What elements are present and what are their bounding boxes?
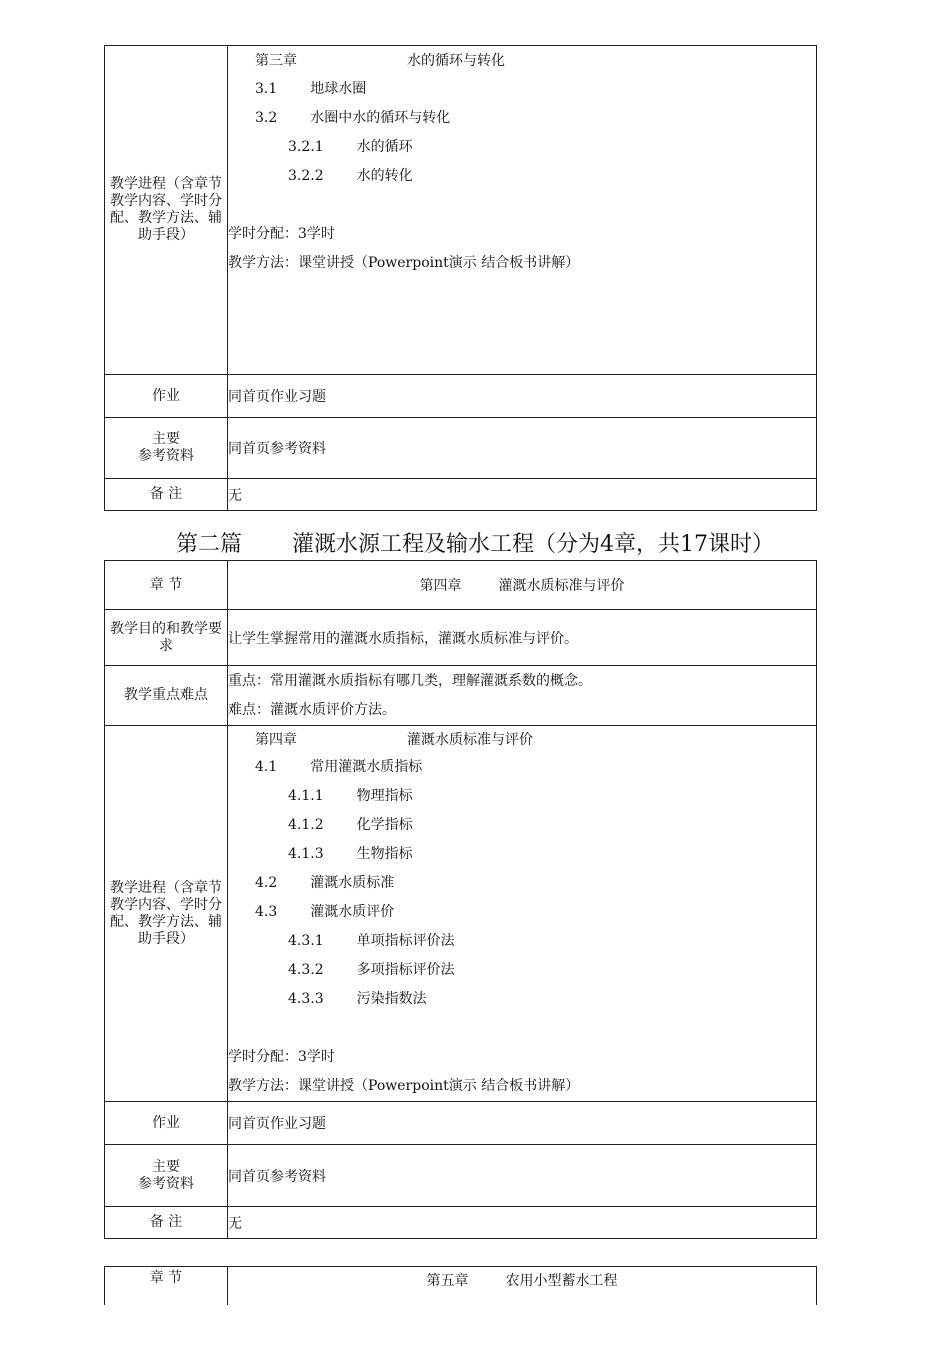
subsection-item [228, 133, 816, 162]
section-text: 地球水圈 [310, 81, 367, 97]
section-item [228, 75, 816, 104]
reference-label-line2: 参考资料 [138, 1175, 194, 1192]
progress-label-cell [105, 726, 228, 1102]
difficulty: 难点：灌溉水质评价方法。 [228, 701, 396, 718]
chapter-number: 第四章 [255, 732, 297, 748]
subsection-item [228, 782, 816, 811]
homework-label: 作业 [105, 1102, 228, 1145]
section-text: 水圈中水的循环与转化 [310, 110, 451, 126]
hours-allocation: 学时分配：3学时 [228, 226, 335, 242]
section-item [228, 869, 816, 898]
note-value: 无 [228, 479, 817, 511]
chapter-number: 第三章 [255, 53, 297, 69]
subsection-item [228, 956, 816, 985]
note-label: 备 注 [105, 1207, 228, 1239]
subsection-text: 多项指标评价法 [356, 962, 455, 978]
chapter-value-title: 灌溉水质标准与评价 [498, 578, 625, 594]
subsection-item [228, 927, 816, 956]
subsection-number: 4.3.2 [288, 962, 324, 978]
subsection-text: 生物指标 [356, 846, 413, 862]
section-item [228, 104, 816, 133]
section-number: 4.3 [255, 904, 278, 920]
progress-content-cell [228, 46, 817, 375]
note-label: 备 注 [105, 479, 228, 511]
chapter-value-number: 第五章 [426, 1273, 469, 1289]
lesson-table-chapter-5-wrapper [0, 1266, 951, 1305]
reference-label-line1: 主要 [152, 431, 180, 447]
subsection-number: 3.2.1 [288, 139, 324, 155]
section-item [228, 753, 816, 782]
section-number: 4.1 [255, 759, 278, 775]
chapter-label: 章 节 [105, 561, 228, 610]
subsection-text: 水的循环 [356, 139, 413, 155]
subsection-item [228, 811, 816, 840]
teaching-method: 教学方法：课堂讲授（Powerpoint演示 结合板书讲解） [228, 255, 580, 271]
homework-value: 同首页作业习题 [228, 375, 817, 418]
section-number: 3.2 [255, 110, 278, 126]
subsection-text: 水的转化 [356, 168, 413, 184]
section-number: 3.1 [255, 81, 278, 97]
homework-label: 作业 [105, 375, 228, 418]
subsection-number: 4.1.1 [288, 788, 324, 804]
section-part: 第二篇 [176, 532, 243, 557]
section-text: 灌溉水质评价 [310, 904, 395, 920]
chapter-value-number: 第四章 [419, 578, 462, 594]
subsection-text: 污染指数法 [356, 991, 427, 1007]
progress-label: 教学进程（含章节教学内容、学时分配、教学方法、辅助手段） [110, 879, 222, 947]
chapter-value-title: 农用小型蓄水工程 [505, 1273, 618, 1289]
lesson-table-chapter-3 [104, 45, 817, 511]
subsection-number: 4.1.2 [288, 817, 324, 833]
key-content-cell [228, 666, 817, 726]
chapter-heading [228, 726, 816, 753]
chapter-value [228, 561, 817, 610]
section-text: 灌溉水质标准 [310, 875, 395, 891]
reference-label [105, 418, 228, 479]
section-number: 4.2 [255, 875, 278, 891]
chapter-title: 水的循环与转化 [407, 53, 505, 69]
progress-content-cell [228, 726, 817, 1102]
reference-value: 同首页参考资料 [228, 1145, 817, 1207]
subsection-number: 4.3.1 [288, 933, 324, 949]
chapter-heading [228, 46, 816, 75]
goal-label: 教学目的和教学要求 [105, 610, 228, 666]
homework-value: 同首页作业习题 [228, 1102, 817, 1145]
subsection-text: 单项指标评价法 [356, 933, 455, 949]
progress-label: 教学进程（含章节教学内容、学时分配、教学方法、辅助手段） [110, 176, 222, 243]
reference-label-line2: 参考资料 [138, 448, 194, 464]
subsection-item [228, 162, 816, 191]
subsection-item [228, 985, 816, 1014]
goal-value: 让学生掌握常用的灌溉水质指标，灌溉水质标准与评价。 [228, 610, 817, 666]
key-point: 重点：常用灌溉水质指标有哪几类，理解灌溉系数的概念。 [228, 672, 592, 689]
teaching-method: 教学方法：课堂讲授（Powerpoint演示 结合板书讲解） [228, 1078, 580, 1094]
subsection-number: 3.2.2 [288, 168, 324, 184]
subsection-item [228, 840, 816, 869]
reference-label-line1: 主要 [152, 1158, 180, 1175]
reference-label [105, 1145, 228, 1207]
chapter-value [228, 1267, 817, 1306]
progress-label-cell [105, 46, 228, 375]
section-heading [104, 530, 817, 560]
section-item [228, 898, 816, 927]
hours-allocation: 学时分配：3学时 [228, 1049, 335, 1065]
section-title: 灌溉水源工程及输水工程（分为4章，共17课时） [292, 532, 775, 557]
subsection-number: 4.3.3 [288, 991, 324, 1007]
subsection-text: 化学指标 [356, 817, 413, 833]
key-label: 教学重点难点 [105, 666, 228, 726]
chapter-title: 灌溉水质标准与评价 [407, 732, 533, 748]
lesson-table-chapter-5 [104, 1266, 817, 1305]
subsection-number: 4.1.3 [288, 846, 324, 862]
subsection-text: 物理指标 [356, 788, 413, 804]
lesson-table-chapter-4 [104, 560, 817, 1239]
chapter-label: 章 节 [105, 1267, 228, 1306]
section-text: 常用灌溉水质指标 [310, 759, 423, 775]
note-value: 无 [228, 1207, 817, 1239]
reference-value: 同首页参考资料 [228, 418, 817, 479]
